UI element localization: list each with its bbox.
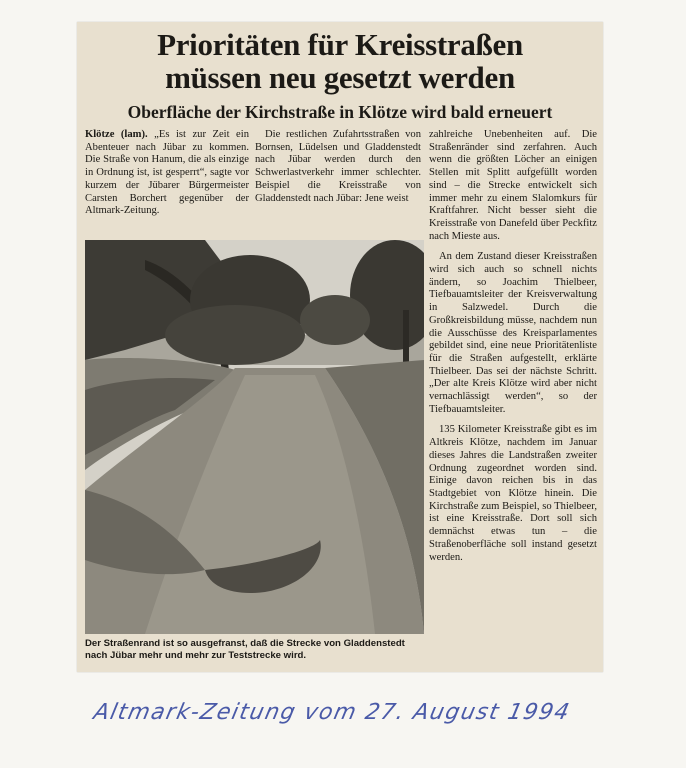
newspaper-clipping — [77, 22, 603, 672]
article-paragraph: 135 Kilometer Kreisstraße gibt es im Altkreis Klötze, nachdem im Januar dieses Jahres die Landstraßen zweiter Ordnung zugeordnet worden sind. Einige davon reichen bis in das Stadtgebiet von Klötze hinein. Die Kirchstraße zum Beispiel, so Thielbeer, ist eine Kreisstraße. Dort soll sich demnächst etwas tun – die Straßenoberfläche soll instand gesetzt werden. — [429, 424, 597, 563]
article-paragraph: An dem Zustand dieser Kreisstraßen wird sich auch so schnell nichts ändern, so Joachim Thielbeer, Tiefbauamtsleiter der Kreisverwaltung in Salzwedel. Durch die Großkreisbildung müsse, nachdem nun die Ausschüsse des Kreisparlamentes gebildet sind, eine neue Prioritätenliste für die Straßen aufgestellt, erklärte Thielbeer. Das sei der nächste Schritt. „Der alte Kreis Klötze wird aber nicht vernachlässigt werden“, so der Tiefbauamtsleiter. — [429, 251, 597, 415]
headline-line-1: Prioritäten für Kreisstraßen — [157, 27, 523, 62]
subheadline: Oberfläche der Kirchstraße in Klötze wird bald erneuert — [127, 102, 553, 122]
road-photo-image — [85, 240, 424, 634]
article-paragraph: zahlreiche Unebenheiten auf. Die Straßenränder sind zerfahren. Auch wenn die größten Löcher an einigen Stellen mit Splitt aufgefüllt worden sind – die Strecke entwickelt sich immer mehr zu einem Slalomkurs für Kraftfahrer. Nicht besser sieht die Kreisstraße von Danefeld über Peckfitz nach Mieste aus. — [429, 129, 597, 242]
article-text: „Es ist zur Zeit ein Abenteuer nach Jübar zu kommen. Die Straße von Hanum, die als einzige in Ordnung ist, ist gesperrt“, sagte vor kurzem der Jübarer Bürgermeister Carsten Borchert gegenüber der Altmark-Zeitung. — [85, 129, 249, 217]
article-paragraph — [85, 129, 249, 218]
article-paragraph: Die restlichen Zufahrtsstraßen von Bornsen, Lüdelsen und Gladdenstedt nach Jübar werden durch den Schwerlastverkehr immer schlechter. Beispiel die Kreisstraße von Gladdenstedt nach Jübar: Jene weist — [255, 129, 421, 204]
article-column-3 — [429, 129, 597, 564]
handwritten-note: Altmark-Zeitung vom 27. August 1994 — [91, 700, 573, 725]
photo-caption: Der Straßenrand ist so ausgefranst, daß die Strecke von Gladdenstedt nach Jübar mehr und mehr zur Teststrecke wird. — [85, 638, 405, 661]
dateline: Klötze (lam). — [85, 129, 148, 140]
road-photo — [85, 240, 424, 634]
article-column-1 — [85, 129, 249, 218]
headline — [77, 28, 603, 94]
article-column-2 — [255, 129, 421, 205]
headline-line-2: müssen neu gesetzt werden — [165, 60, 515, 95]
